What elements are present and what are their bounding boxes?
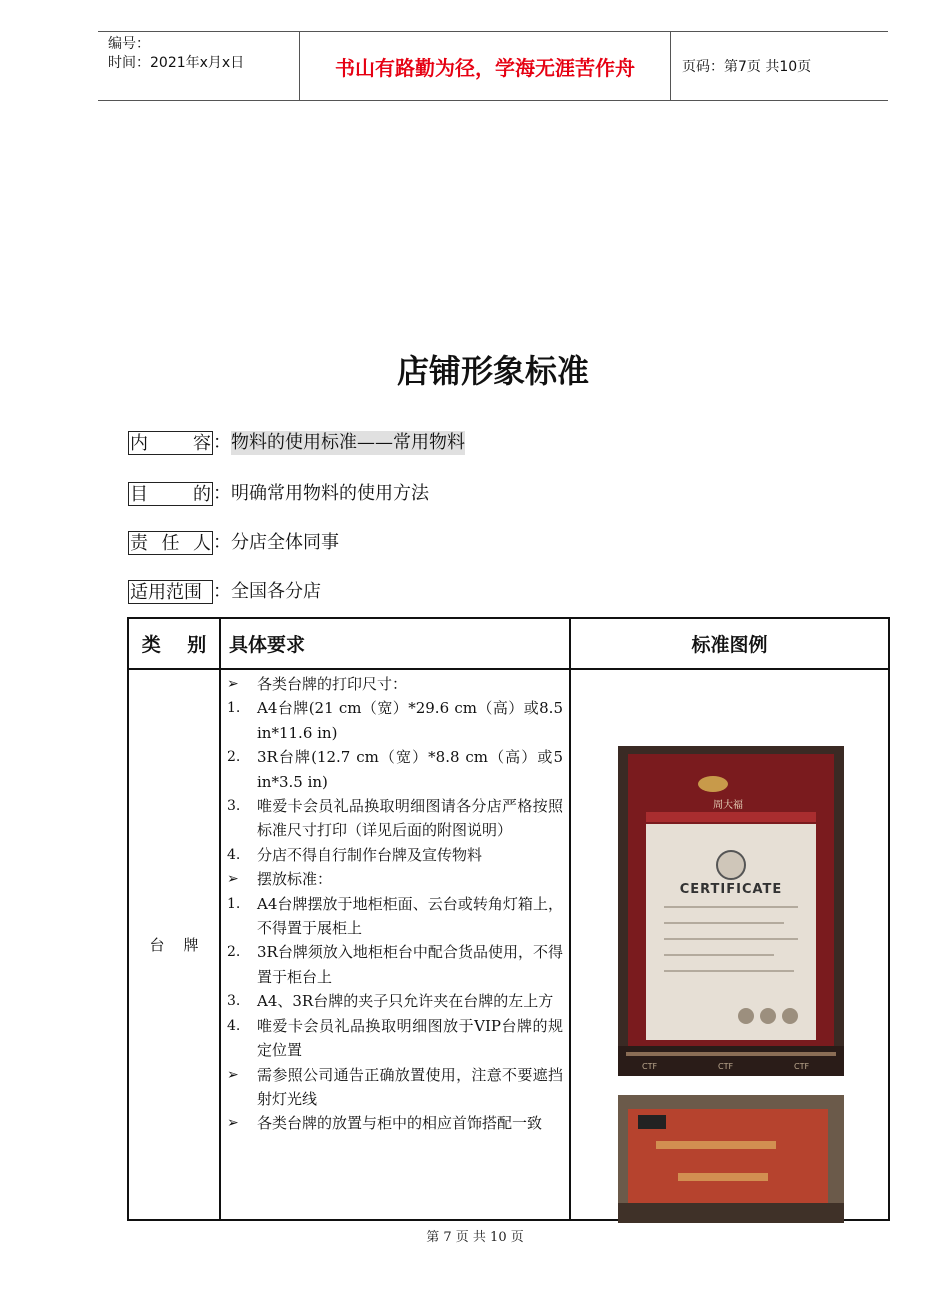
header-number-label: 编号： bbox=[108, 36, 150, 52]
table-row bbox=[128, 669, 889, 1220]
list-item: 2. 3R台牌(12.7 cm（宽）*8.8 cm（高）或5 in*3.5 in) bbox=[227, 748, 563, 791]
meta-key: 内 容 bbox=[130, 433, 211, 454]
list-item: ➢ 需参照公司通告正确放置使用，注意不要遮挡射灯光线 bbox=[227, 1065, 563, 1108]
header-info bbox=[108, 35, 244, 73]
page-header bbox=[98, 31, 888, 101]
meta-purpose: 目 的 ： 明确常用物料的使用方法 bbox=[130, 483, 429, 505]
list-item: 4. 分店不得自行制作台牌及宣传物料 bbox=[227, 845, 483, 864]
header-divider bbox=[670, 32, 671, 100]
photo-base-text: CTF bbox=[794, 1062, 810, 1071]
table-header-row bbox=[128, 618, 889, 669]
list-item: ➢ 各类台牌的打印尺寸： bbox=[227, 675, 408, 693]
header-category: 类 别 bbox=[128, 618, 220, 669]
badge-icon bbox=[738, 1008, 754, 1024]
list-item: ➢ 摆放标准： bbox=[227, 870, 333, 889]
brand-logo-icon bbox=[698, 776, 728, 792]
header-requirements: 具体要求 bbox=[220, 618, 570, 669]
seal-icon bbox=[716, 850, 746, 880]
meta-key: 责 任 人 bbox=[130, 533, 211, 554]
requirements-table bbox=[127, 617, 890, 1221]
category-cell: 台 牌 bbox=[128, 669, 220, 1220]
list-item: 2. 3R台牌须放入地柜柜台中配合货品使用，不得置于柜台上 bbox=[227, 943, 563, 986]
meta-value: 明确常用物料的使用方法 bbox=[231, 483, 429, 504]
list-item: ➢ 各类台牌的放置与柜中的相应首饰搭配一致 bbox=[227, 1114, 543, 1133]
meta-owner: 责 任 人 ： 分店全体同事 bbox=[130, 532, 339, 554]
photo-base-text: CTF bbox=[642, 1062, 658, 1071]
meta-key: 目 的 bbox=[130, 484, 211, 505]
header-motto: 书山有路勤为径，学海无涯苦作舟 bbox=[335, 55, 635, 80]
list-item: 1. A4台牌摆放于地柜柜面、云台或转角灯箱上，不得置于展柜上 bbox=[227, 894, 563, 938]
acrylic-stand-photo bbox=[618, 1095, 844, 1223]
list-item: 3. A4、3R台牌的夹子只允许夹在台牌的左上方 bbox=[227, 992, 554, 1011]
meta-value: 全国各分店 bbox=[231, 581, 321, 602]
illustration-cell bbox=[570, 669, 889, 1220]
photo-cert-text: CERTIFICATE bbox=[679, 882, 783, 897]
list-item: 4. 唯爱卡会员礼品换取明细图放于VIP台牌的规定位置 bbox=[227, 1016, 563, 1060]
certificate-stand-photo bbox=[618, 746, 844, 1076]
list-item: 3. 唯爱卡会员礼品换取明细图请各分店严格按照标准尺寸打印（详见后面的附图说明） bbox=[227, 797, 563, 840]
header-time-label: 时间：2021年x月x日 bbox=[108, 55, 245, 71]
document-title: 店铺形象标准 bbox=[396, 352, 589, 390]
requirements-cell bbox=[220, 669, 570, 1220]
header-page-label: 页码：第7页 共10页 bbox=[682, 59, 812, 75]
meta-value: 分店全体同事 bbox=[231, 532, 339, 553]
photo-brand-text: 周大福 bbox=[713, 800, 743, 811]
badge-icon bbox=[782, 1008, 798, 1024]
header-illustration: 标准图例 bbox=[570, 618, 889, 669]
meta-value: 物料的使用标准——常用物料 bbox=[231, 432, 465, 453]
list-item: 1. A4台牌(21 cm（宽）*29.6 cm（高）或8.5 in*11.6 in) bbox=[227, 699, 563, 742]
meta-content: 内 容 ： 物料的使用标准——常用物料 bbox=[130, 432, 465, 454]
meta-key: 适用范围 bbox=[128, 580, 213, 604]
photo-base-text: CTF bbox=[718, 1062, 734, 1071]
meta-scope: 适用范围 ： 全国各分店 bbox=[130, 581, 321, 603]
badge-icon bbox=[760, 1008, 776, 1024]
page-footer: 第 7 页 共 10 页 bbox=[426, 1230, 524, 1245]
